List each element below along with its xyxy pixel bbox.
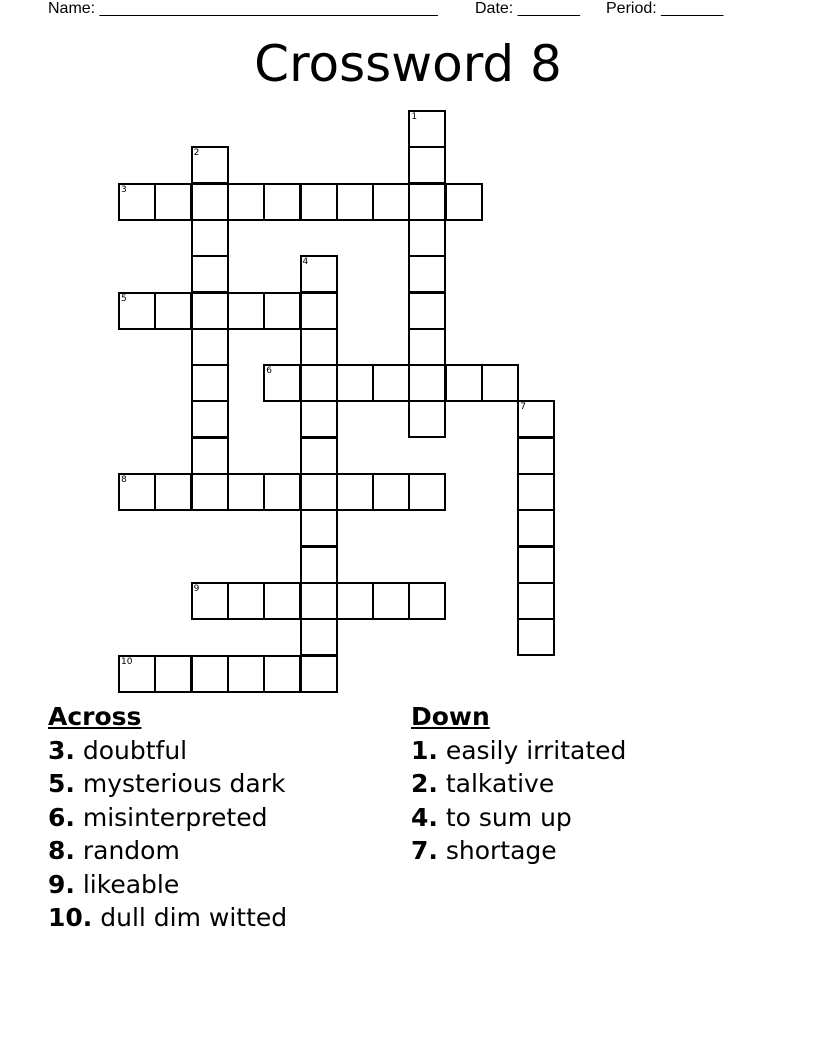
clue-number: 9.: [48, 869, 75, 899]
across-heading: Across: [48, 702, 142, 731]
grid-cell[interactable]: [263, 183, 301, 221]
down-clue-1: [411, 734, 791, 767]
grid-cell[interactable]: [517, 546, 555, 584]
grid-cell[interactable]: [408, 582, 446, 620]
across-clue-10: [48, 901, 388, 934]
grid-cell[interactable]: [336, 473, 374, 511]
clue-number: 6.: [48, 802, 75, 832]
grid-cell[interactable]: [154, 655, 192, 693]
clue-text: misinterpreted: [82, 802, 268, 832]
grid-cell[interactable]: [227, 655, 265, 693]
clue-number: 8.: [48, 836, 75, 866]
grid-cell[interactable]: [372, 183, 410, 221]
cell-number: 2: [193, 148, 200, 159]
grid-cell[interactable]: [300, 582, 338, 620]
clue-number: 5.: [48, 769, 75, 799]
grid-cell[interactable]: [408, 110, 446, 148]
grid-cell[interactable]: [408, 473, 446, 511]
grid-cell[interactable]: [191, 655, 229, 693]
clue-text: doubtful: [82, 736, 188, 765]
clue-text: to sum up: [445, 802, 572, 832]
name-field-label[interactable]: Name: ______________________________________: [48, 0, 438, 17]
across-clue-5: [48, 767, 388, 800]
clue-text: shortage: [445, 836, 557, 866]
cell-number: 4: [302, 257, 309, 268]
grid-cell[interactable]: [191, 400, 229, 438]
grid-cell[interactable]: [517, 509, 555, 547]
grid-cell[interactable]: [408, 328, 446, 366]
grid-cell[interactable]: [300, 183, 338, 221]
grid-cell[interactable]: [300, 292, 338, 330]
down-clue-list: [411, 734, 791, 868]
cell-number: 1: [411, 112, 418, 122]
grid-cell[interactable]: [517, 473, 555, 511]
grid-cell[interactable]: [191, 183, 229, 221]
grid-cell[interactable]: [517, 437, 555, 475]
down-clues: [411, 700, 791, 868]
grid-cell[interactable]: [372, 582, 410, 620]
grid-cell[interactable]: [263, 364, 301, 402]
grid-cell[interactable]: [263, 655, 301, 693]
grid-cell[interactable]: [408, 400, 446, 438]
grid-cell[interactable]: [191, 292, 229, 330]
grid-cell[interactable]: [445, 183, 483, 221]
down-clue-2: [411, 767, 791, 800]
grid-cell[interactable]: [191, 219, 229, 257]
clue-text: random: [82, 836, 180, 866]
grid-cell[interactable]: [118, 292, 156, 330]
clue-text: likeable: [82, 869, 180, 899]
grid-cell[interactable]: [300, 437, 338, 475]
grid-cell[interactable]: [118, 183, 156, 221]
grid-cell[interactable]: [300, 655, 338, 693]
grid-cell[interactable]: [372, 473, 410, 511]
grid-cell[interactable]: [300, 400, 338, 438]
across-clue-8: [48, 834, 388, 867]
grid-cell[interactable]: [336, 364, 374, 402]
grid-cell[interactable]: [263, 473, 301, 511]
cell-number: 6: [266, 366, 272, 377]
grid-cell[interactable]: [336, 183, 374, 221]
grid-cell[interactable]: [154, 473, 192, 511]
grid-cell[interactable]: [191, 328, 229, 366]
grid-cell[interactable]: [191, 364, 229, 402]
grid-cell[interactable]: [191, 582, 229, 620]
grid-cell[interactable]: [300, 618, 338, 656]
down-clue-4: [411, 801, 791, 834]
grid-cell[interactable]: [372, 364, 410, 402]
clue-number: 10.: [48, 903, 93, 933]
grid-cell[interactable]: [336, 582, 374, 620]
grid-cell[interactable]: [118, 655, 156, 693]
page-title: Crossword 8: [254, 35, 562, 93]
grid-cell[interactable]: [227, 292, 265, 330]
grid-cell[interactable]: [191, 146, 229, 184]
cell-number: 10: [121, 656, 133, 667]
grid-cell[interactable]: [191, 255, 229, 293]
clue-number: 1.: [411, 736, 438, 765]
grid-cell[interactable]: [481, 364, 519, 402]
clue-text: talkative: [445, 769, 555, 799]
cell-number: 9: [193, 583, 200, 594]
clue-text: mysterious dark: [82, 769, 286, 799]
grid-cell[interactable]: [408, 255, 446, 293]
grid-cell[interactable]: [517, 618, 555, 656]
grid-cell[interactable]: [300, 509, 338, 547]
clue-number: 7.: [411, 836, 438, 866]
grid-cell[interactable]: [300, 328, 338, 366]
across-clue-9: [48, 868, 388, 901]
across-clue-3: [48, 734, 388, 767]
across-clue-list: [48, 734, 388, 934]
date-field-label[interactable]: Date: _______: [475, 0, 580, 17]
grid-cell[interactable]: [408, 183, 446, 221]
grid-cell[interactable]: [263, 292, 301, 330]
grid-cell[interactable]: [191, 437, 229, 475]
grid-cell[interactable]: [408, 364, 446, 402]
across-clue-6: [48, 801, 388, 834]
grid-cell[interactable]: [300, 473, 338, 511]
grid-cell[interactable]: [408, 292, 446, 330]
period-field-label[interactable]: Period: _______: [606, 0, 724, 17]
grid-cell[interactable]: [227, 582, 265, 620]
grid-cell[interactable]: [517, 400, 555, 438]
clue-number: 4.: [411, 802, 438, 832]
across-clues: [48, 700, 388, 934]
grid-cell[interactable]: [118, 473, 156, 511]
grid-cell[interactable]: [263, 582, 301, 620]
grid-cell[interactable]: [300, 546, 338, 584]
down-heading: Down: [411, 702, 490, 731]
cell-number: 5: [121, 293, 127, 304]
cell-number: 3: [121, 184, 127, 195]
cell-number: 7: [520, 402, 527, 413]
cell-number: 8: [121, 475, 127, 485]
clue-number: 2.: [411, 769, 438, 799]
grid-cell[interactable]: [517, 582, 555, 620]
grid-cell[interactable]: [154, 292, 192, 330]
grid-cell[interactable]: [227, 473, 265, 511]
down-clue-7: [411, 834, 791, 867]
grid-cell[interactable]: [227, 183, 265, 221]
clue-text: dull dim witted: [100, 903, 288, 933]
grid-cell[interactable]: [300, 255, 338, 293]
clue-number: 3.: [48, 736, 75, 765]
grid-cell[interactable]: [191, 473, 229, 511]
clue-text: easily irritated: [445, 736, 627, 765]
grid-cell[interactable]: [154, 183, 192, 221]
grid-cell[interactable]: [300, 364, 338, 402]
grid-cell[interactable]: [408, 146, 446, 184]
grid-cell[interactable]: [408, 219, 446, 257]
grid-cell[interactable]: [445, 364, 483, 402]
